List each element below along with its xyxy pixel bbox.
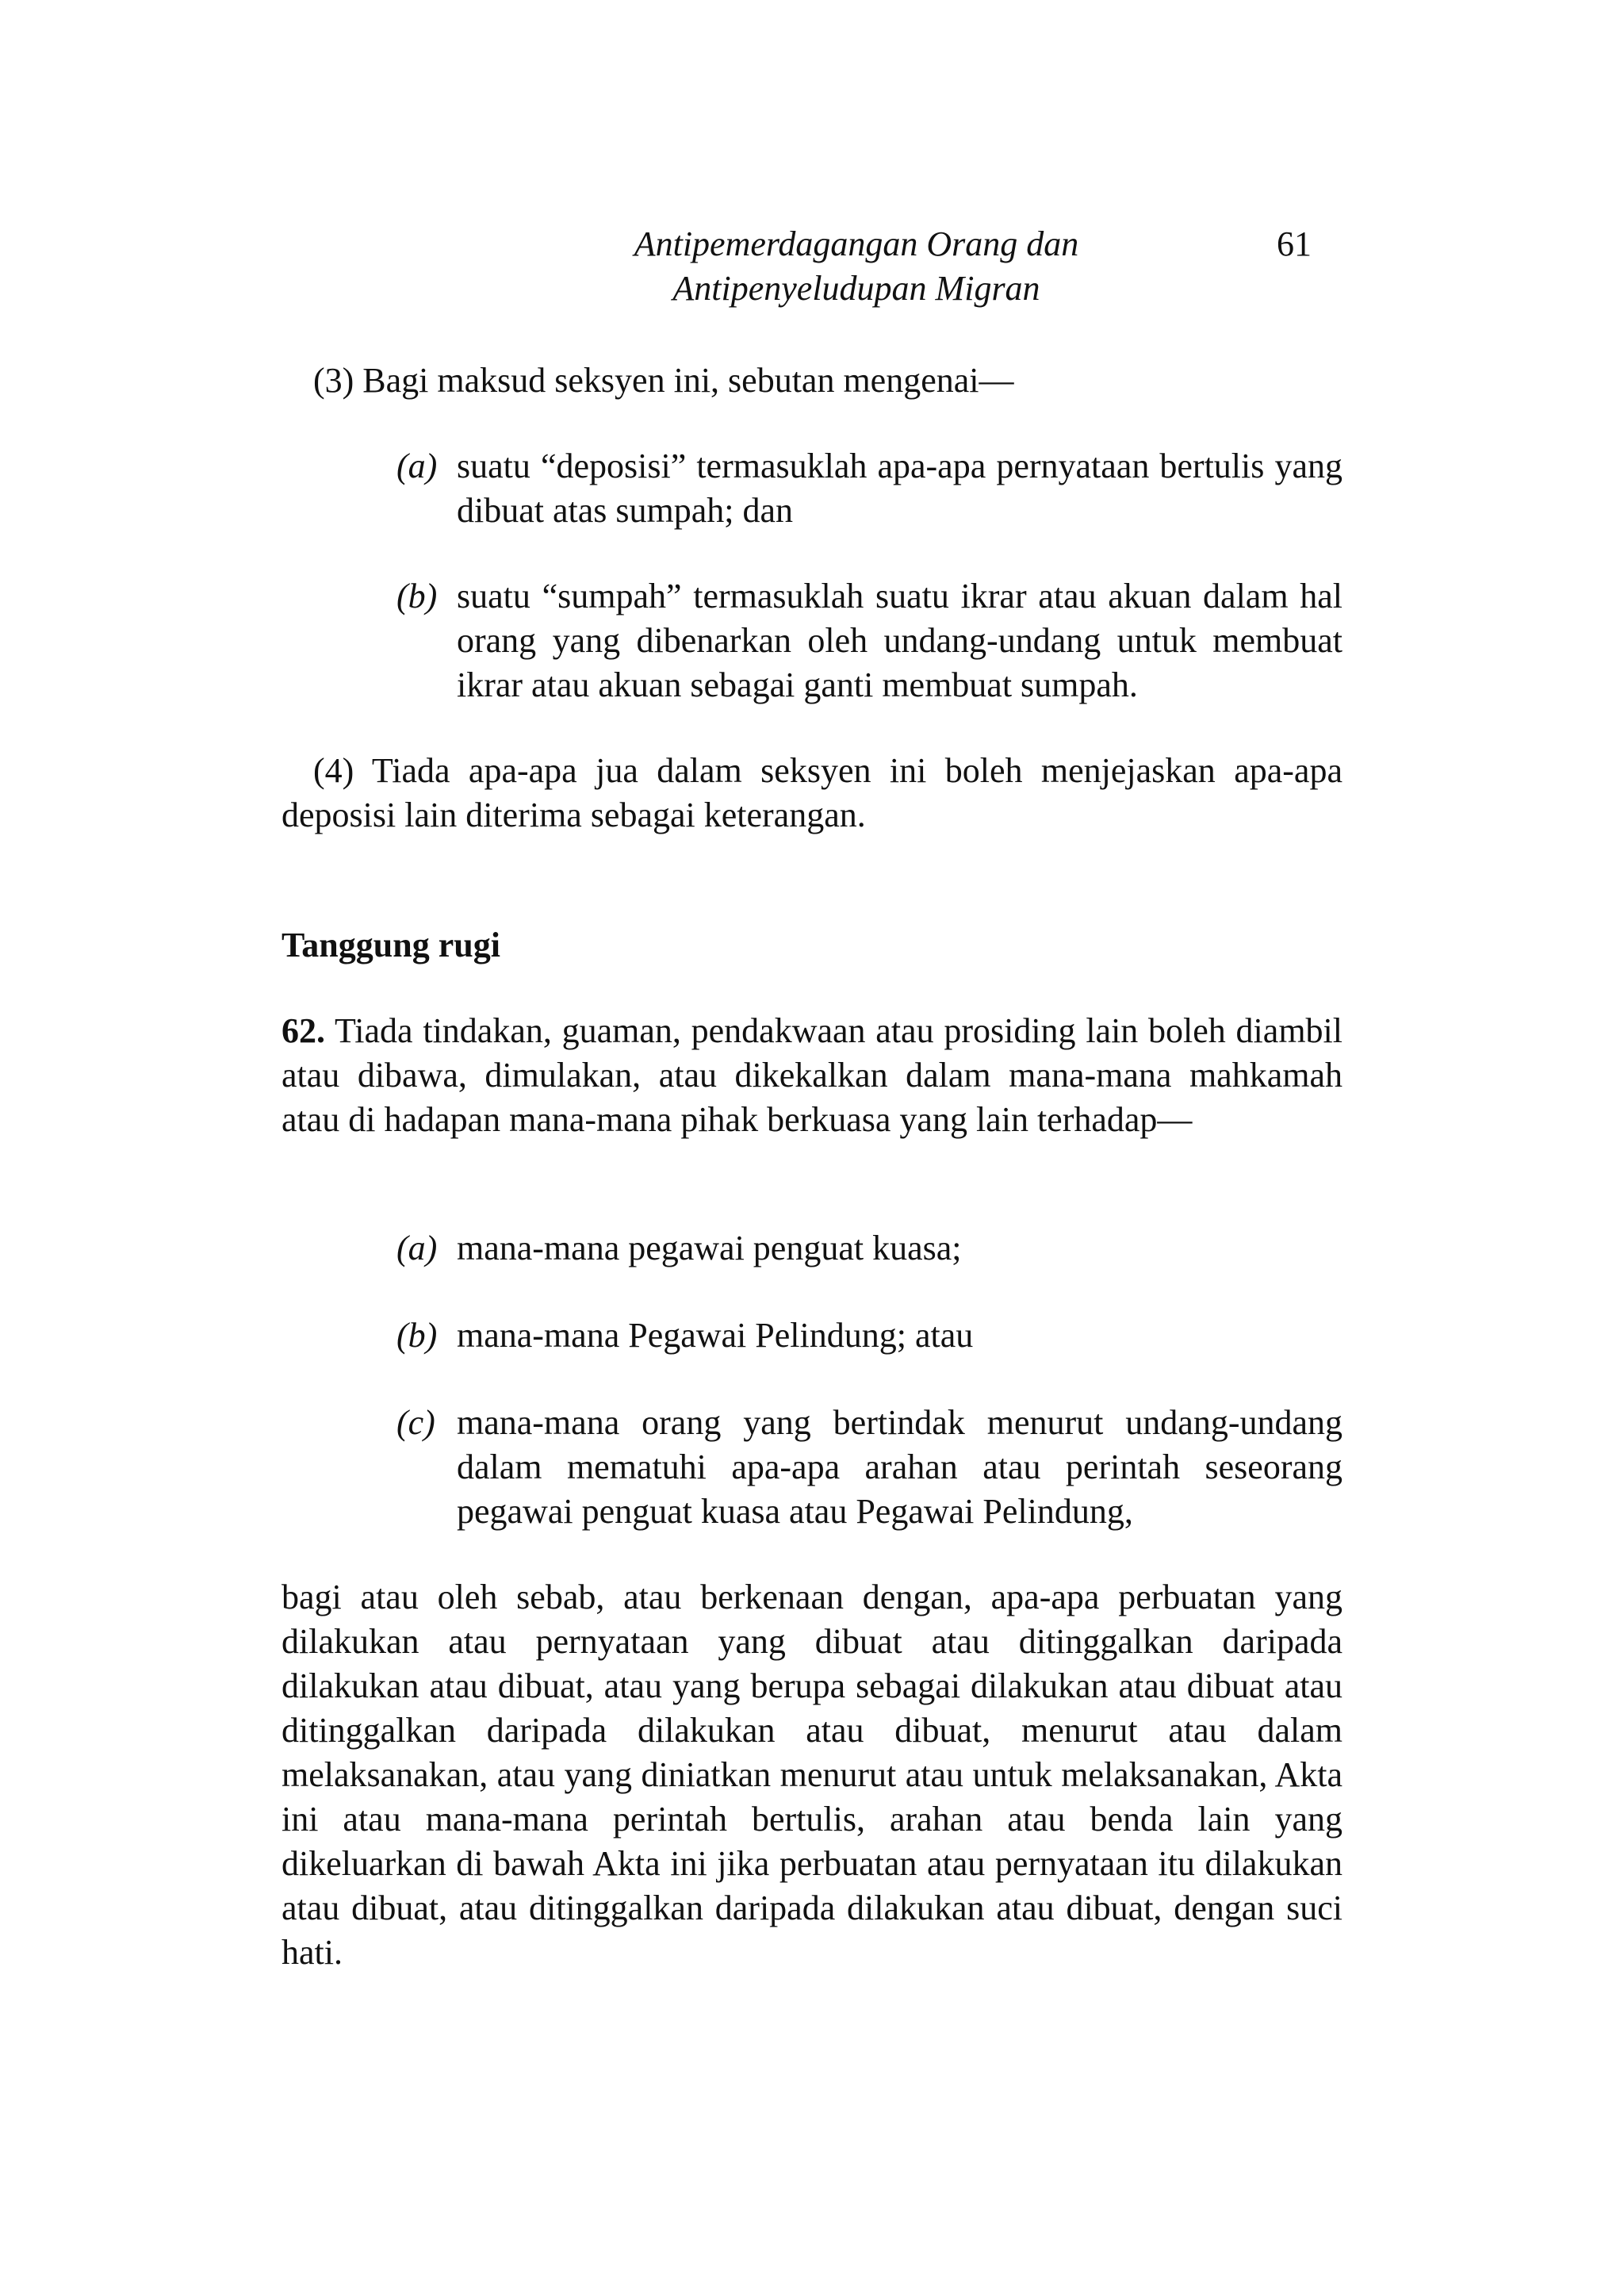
section-62-closing: bagi atau oleh sebab, atau berkenaan dengan, apa-apa perbuatan yang dilakukan atau pernyataan yang dibuat atau ditinggalkan daripada dilakukan atau dibuat, atau yang berupa sebagai dilakukan atau dibuat atau ditinggalkan daripada dilakukan atau dibuat, menurut atau dalam melaksanakan, atau yang diniatkan menurut atau untuk melaksanakan, Akta ini atau mana-mana perintah bertulis, arahan atau benda lain yang dikeluarkan di bawah Akta ini jika perbuatan atau pernyataan itu dilakukan atau dibuat, atau ditinggalkan daripada dilakukan atau dibuat, dengan suci hati. <box>282 1578 1342 1972</box>
header-title-line-2: Antipenyeludupan Migran <box>672 269 1040 308</box>
item-marker: (a) <box>396 1229 438 1267</box>
item-marker: (a) <box>396 447 438 485</box>
item-text: mana-mana Pegawai Pelindung; atau <box>457 1316 974 1355</box>
subsection-3-intro: (3) Bagi maksud seksyen ini, sebutan mengenai— <box>313 361 1014 400</box>
section-62-item-a <box>396 1226 1342 1271</box>
item-text: mana-mana pegawai penguat kuasa; <box>457 1229 962 1267</box>
running-header <box>0 222 1624 325</box>
item-text: suatu “deposisi” termasuklah apa-apa pernyataan bertulis yang dibuat atas sumpah; dan <box>457 447 1342 530</box>
section-62-intro <box>282 1009 1342 1142</box>
section-heading: Tanggung rugi <box>282 926 500 964</box>
running-header-title <box>523 222 1189 311</box>
subsection-3-item-a <box>396 444 1342 533</box>
section-62-intro-text: Tiada tindakan, guaman, pendakwaan atau prosiding lain boleh diambil atau dibawa, dimulakan, atau dikekalkan dalam mana-mana mahkamah atau di hadapan mana-mana pihak berkuasa yang lain terhadap— <box>282 1011 1342 1139</box>
item-marker: (b) <box>396 1316 438 1355</box>
page-number: 61 <box>1277 224 1312 263</box>
subsection-4: (4) Tiada apa-apa jua dalam seksyen ini boleh menjejaskan apa-apa deposisi lain diterima sebagai keterangan. <box>282 751 1342 834</box>
item-marker: (c) <box>396 1403 435 1442</box>
section-62-item-b <box>396 1313 1342 1358</box>
item-text: mana-mana orang yang bertindak menurut undang-undang dalam mematuhi apa-apa arahan atau perintah seseorang pegawai penguat kuasa atau Pegawai Pelindung, <box>457 1403 1342 1531</box>
item-marker: (b) <box>396 577 438 615</box>
section-62-item-c <box>396 1401 1342 1534</box>
section-number: 62. <box>282 1011 325 1050</box>
item-text: suatu “sumpah” termasuklah suatu ikrar atau akuan dalam hal orang yang dibenarkan oleh undang-undang untuk membuat ikrar atau akuan sebagai ganti membuat sumpah. <box>457 577 1342 704</box>
header-title-line-1: Antipemerdagangan Orang dan <box>634 224 1079 263</box>
subsection-3-item-b <box>396 574 1342 707</box>
